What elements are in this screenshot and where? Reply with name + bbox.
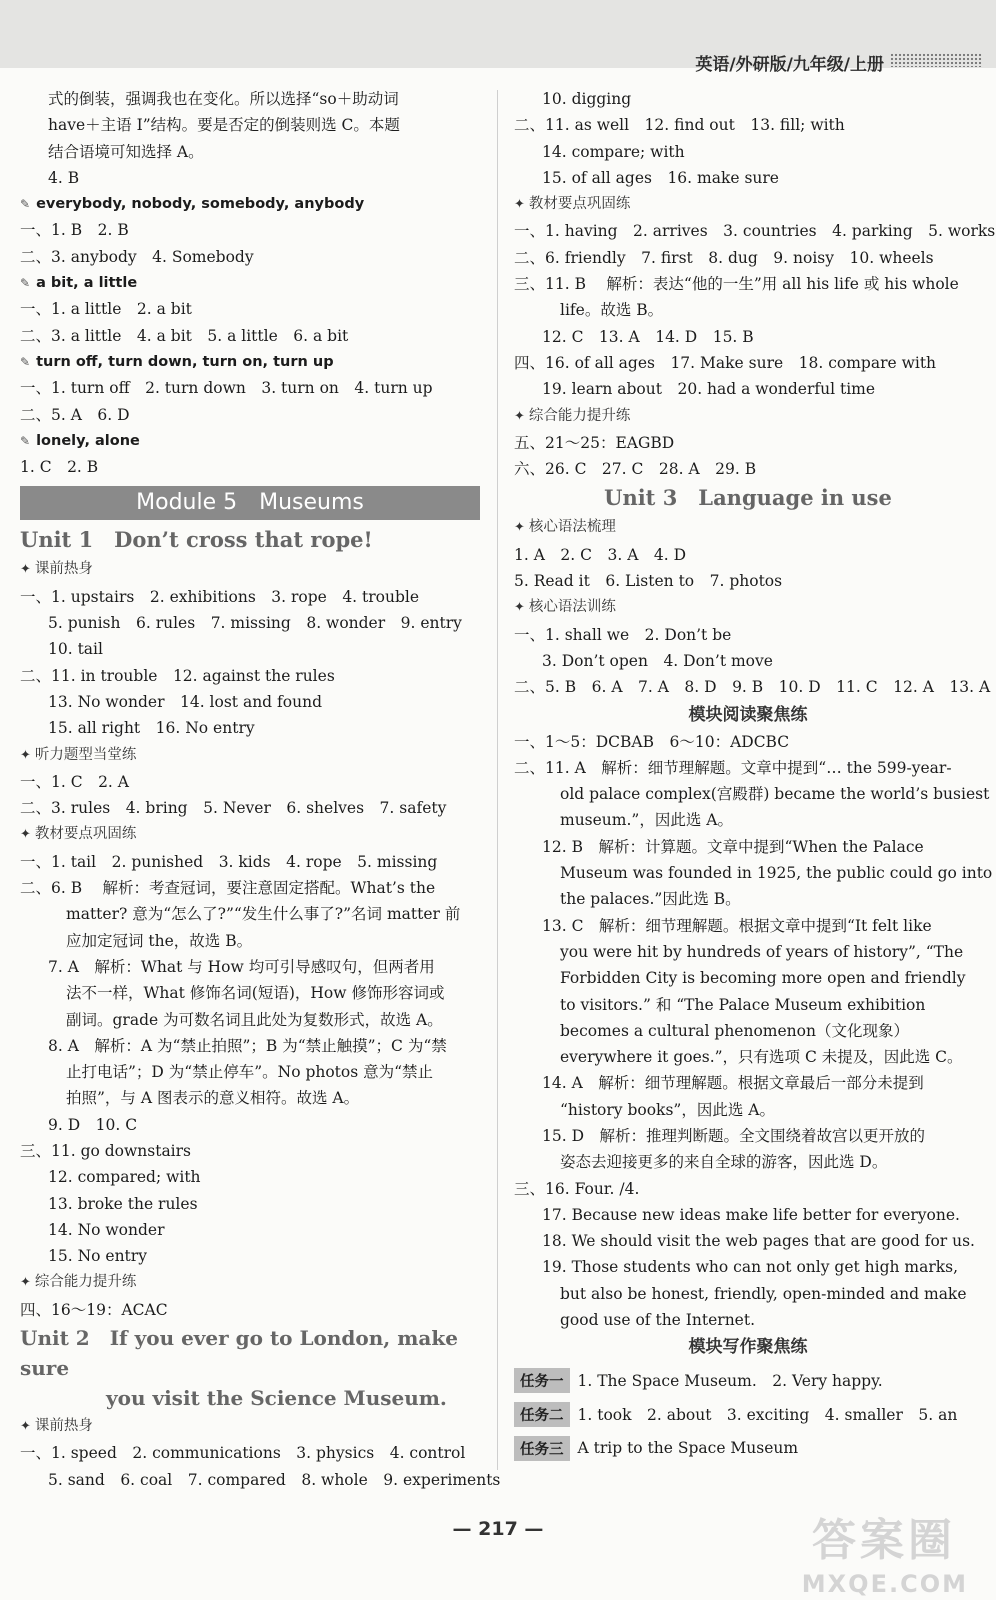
pencil-icon: ✎ (20, 197, 31, 212)
section-heading (514, 403, 982, 430)
header-dot-pattern (890, 53, 982, 67)
column-divider (497, 90, 498, 1470)
answer-line: 13. broke the rules (48, 1194, 198, 1213)
answer-line: life。故选 B。 (560, 301, 664, 320)
answer-line: Museum was founded in 1925, the public could go into (560, 864, 993, 883)
answer-line: 10. digging (542, 90, 632, 108)
answer-line: 1. A 2. C 3. A 4. D (514, 545, 687, 564)
answer-line: 二、11. as well 12. find out 13. fill; with (514, 116, 845, 135)
diamond-icon: ✦ (514, 197, 525, 213)
section-heading-text: 核心语法训练 (528, 599, 616, 616)
answer-line: 三、11. go downstairs (20, 1141, 192, 1160)
section-heading-text: 课前热身 (34, 1418, 93, 1435)
answer-line: 一、1. upstairs 2. exhibitions 3. rope 4. trouble (20, 587, 420, 606)
answer-line: 二、11. in trouble 12. against the rules (20, 666, 335, 685)
answer-line: 14. A 解析：细节理解题。根据文章最后一部分未提到 (542, 1074, 924, 1093)
pencil-icon: ✎ (20, 276, 31, 291)
answer-line: 二、3. anybody 4. Somebody (20, 247, 254, 266)
answer-line: 一、1. a little 2. a bit (20, 300, 192, 319)
answer-line: to visitors.” 和 “The Palace Museum exhibition (560, 995, 926, 1014)
answer-line: 止打电话”；D 为“禁止停车”。No photos 意为“禁止 (66, 1063, 434, 1082)
right-column (514, 86, 996, 1467)
answer-line: 3. Don’t open 4. Don’t move (542, 651, 773, 670)
section-heading-text: 听力题型当堂练 (34, 746, 137, 763)
section-heading-text: 综合能力提升练 (34, 1274, 137, 1291)
writing-task (514, 1399, 982, 1429)
answer-line: old palace complex(宫殿群) became the world’s busiest (560, 785, 990, 804)
section-heading-text: 核心语法梳理 (528, 519, 616, 536)
section-heading (20, 556, 480, 583)
answer-line: 二、6. friendly 7. first 8. dug 9. noisy 10. wheels (514, 248, 934, 267)
answer-line: 姿态去迎接更多的来自全球的游客，因此选 D。 (560, 1153, 888, 1172)
answer-line: 二、5. A 6. D (20, 405, 130, 424)
answer-line: 法不一样，What 修饰名词(短语)，How 修饰形容词或 (66, 984, 445, 1003)
answer-line: 4. B (48, 168, 80, 187)
unit-title: Unit 3 Language in use (604, 485, 892, 511)
section-heading (20, 1413, 480, 1440)
section-heading (514, 514, 982, 541)
vocab-heading-text: a bit, a little (36, 275, 138, 292)
answer-line: 5. punish 6. rules 7. missing 8. wonder 9. entry (48, 614, 462, 633)
answer-line: the palaces.”因此选 B。 (560, 890, 741, 909)
answer-line: 三、11. B 解析：表达“他的一生”用 all his life 或 his whole (514, 275, 959, 294)
answer-line: 12. B 解析：计算题。文章中提到“When the Palace (542, 837, 924, 856)
answer-line: 15. No entry (48, 1247, 147, 1266)
section-heading-text: 教材要点巩固练 (528, 196, 631, 213)
task-answer: 1. took 2. about 3. exciting 4. smaller 5. an (577, 1406, 958, 1425)
answer-line: you were hit by hundreds of years of history”, “The (560, 942, 964, 961)
diamond-icon: ✦ (514, 600, 525, 616)
answer-line: 二、3. a little 4. a bit 5. a little 6. a bit (20, 326, 349, 345)
answer-line: 六、26. C 27. C 28. A 29. B (514, 460, 757, 479)
answer-line: 二、5. B 6. A 7. A 8. D 9. B 10. D 11. C 12. A 13. A (514, 678, 991, 697)
task-label: 任务二 (514, 1402, 570, 1427)
answer-line: 二、11. A 解析：细节理解题。文章中提到“… the 599-year- (514, 758, 952, 777)
vocab-heading (20, 191, 480, 217)
answer-line: 四、16. of all ages 17. Make sure 18. compare with (514, 353, 937, 372)
answer-line: 10. tail (48, 640, 103, 659)
section-heading (514, 594, 982, 621)
focus-heading: 模块阅读聚焦练 (688, 704, 808, 725)
answer-line: 一、1. speed 2. communications 3. physics 4. control (20, 1444, 466, 1463)
left-column (20, 86, 501, 1493)
section-heading (20, 742, 480, 769)
answer-line: 13. C 解析：细节理解题。根据文章中提到“It felt like (542, 916, 932, 935)
section-heading-text: 综合能力提升练 (528, 407, 631, 424)
diamond-icon: ✦ (514, 520, 525, 536)
module-banner: Module 5 Museums (20, 486, 480, 520)
answer-line: 一、1～5：DCBAB 6～10：ADCBC (514, 732, 790, 751)
answer-line: 19. learn about 20. had a wonderful time (542, 380, 876, 399)
answer-line: 5. sand 6. coal 7. compared 8. whole 9. experiments (48, 1470, 501, 1489)
section-heading-text: 课前热身 (34, 561, 93, 578)
diamond-icon: ✦ (20, 827, 31, 843)
vocab-heading-text: turn off, turn down, turn on, turn up (36, 353, 334, 370)
answer-line: 一、1. B 2. B (20, 221, 129, 240)
answer-line: 5. Read it 6. Listen to 7. photos (514, 572, 783, 591)
answer-line: matter? 意为“怎么了?”“发生什么事了?”名词 matter 前 (66, 905, 461, 924)
answer-line: 四、16～19：ACAC (20, 1300, 168, 1319)
answer-line: 7. A 解析：What 与 How 均可引导感叹句，但两者用 (48, 957, 435, 976)
answer-line: 14. No wonder (48, 1220, 165, 1239)
diamond-icon: ✦ (20, 747, 31, 763)
answer-line: 19. Those students who can not only get high marks, (542, 1258, 959, 1277)
answer-line: museum.”，因此选 A。 (560, 811, 733, 830)
answer-line: 应加定冠词 the，故选 B。 (66, 931, 253, 950)
answer-line: have＋主语 I”结构。要是否定的倒装则选 C。本题 (48, 116, 400, 135)
diamond-icon: ✦ (20, 562, 31, 578)
answer-line: 8. A 解析：A 为“禁止拍照”；B 为“禁止触摸”；C 为“禁 (48, 1036, 447, 1055)
answer-line: 拍照”，与 A 图表示的意义相符。故选 A。 (66, 1089, 360, 1108)
task-answer: A trip to the Space Museum (577, 1439, 799, 1458)
unit-title-line2: you visit the Science Museum. (106, 1386, 447, 1411)
answer-line: 五、21～25：EAGBD (514, 433, 675, 452)
writing-task (514, 1365, 982, 1395)
diamond-icon: ✦ (20, 1419, 31, 1435)
answer-line: 结合语境可知选择 A。 (48, 142, 204, 161)
unit-title-line1: Unit 2 If you ever go to London, make sure (20, 1326, 458, 1381)
answer-line: 17. Because new ideas make life better for everyone. (542, 1205, 960, 1224)
answer-line: 一、1. shall we 2. Don’t be (514, 625, 732, 644)
answer-line: Forbidden City is becoming more open and friendly (560, 969, 966, 988)
vocab-heading-text: everybody, nobody, somebody, anybody (36, 196, 365, 213)
answer-line: 1. C 2. B (20, 458, 99, 477)
answer-line: good use of the Internet. (560, 1311, 756, 1330)
vocab-heading (20, 270, 480, 296)
answer-line: but also be honest, friendly, open-minded and make (560, 1284, 967, 1303)
task-answer: 1. The Space Museum. 2. Very happy. (577, 1372, 883, 1391)
answer-line: 三、16. Four. /4. (514, 1179, 640, 1198)
answer-line: 15. all right 16. No entry (48, 719, 255, 738)
diamond-icon: ✦ (20, 1275, 31, 1291)
answer-line: 15. of all ages 16. make sure (542, 168, 779, 187)
page-number: — 217 — (452, 1518, 544, 1540)
answer-line: 14. compare; with (542, 142, 685, 161)
vocab-heading-text: lonely, alone (36, 432, 140, 449)
answer-line: 一、1. C 2. A (20, 772, 129, 791)
answer-line: 9. D 10. C (48, 1115, 138, 1134)
watermark-url: MXQE.COM (801, 1570, 968, 1598)
task-label: 任务三 (514, 1436, 570, 1461)
pencil-icon: ✎ (20, 354, 31, 369)
focus-heading: 模块写作聚焦练 (688, 1337, 808, 1358)
answer-line: “history books”，因此选 A。 (560, 1100, 775, 1119)
answer-line: everywhere it goes.”，只有选项 C 未提及，因此选 C。 (560, 1048, 963, 1067)
answer-line: 一、1. turn off 2. turn down 3. turn on 4. turn up (20, 379, 433, 398)
answer-line: 15. D 解析：推理判断题。全文围绕着故宫以更开放的 (542, 1126, 926, 1145)
answer-line: 18. We should visit the web pages that are good for us. (542, 1232, 975, 1251)
answer-line: 式的倒装，强调我也在变化。所以选择“so＋助动词 (48, 90, 399, 108)
answer-line: 13. No wonder 14. lost and found (48, 692, 322, 711)
unit-title: Unit 1 Don’t cross that rope! (20, 527, 373, 553)
answer-line: becomes a cultural phenomenon（文化现象） (560, 1021, 909, 1040)
watermark-logo: 答案圈 (812, 1515, 956, 1566)
section-heading (20, 821, 480, 848)
diamond-icon: ✦ (514, 408, 525, 424)
answer-line: 副词。grade 为可数名词且此处为复数形式，故选 A。 (66, 1010, 443, 1029)
section-heading (514, 191, 982, 218)
answer-line: 12. C 13. A 14. D 15. B (542, 327, 754, 346)
writing-task (514, 1433, 982, 1463)
task-label: 任务一 (514, 1368, 570, 1393)
answer-line: 一、1. tail 2. punished 3. kids 4. rope 5. missing (20, 852, 438, 871)
section-heading-text: 教材要点巩固练 (34, 826, 137, 843)
unit-title (20, 1323, 480, 1413)
vocab-heading (20, 349, 480, 375)
section-heading (20, 1269, 480, 1296)
answer-line: 一、1. having 2. arrives 3. countries 4. parking 5. works (514, 222, 996, 241)
answer-line: 二、3. rules 4. bring 5. Never 6. shelves 7. safety (20, 799, 447, 818)
vocab-heading (20, 428, 480, 454)
pencil-icon: ✎ (20, 433, 31, 448)
header-book-label: 英语/外研版/九年级/上册 (695, 55, 884, 75)
answer-line: 12. compared; with (48, 1168, 201, 1187)
answer-line: 二、6. B 解析：考查冠词，要注意固定搭配。What’s the (20, 879, 436, 898)
